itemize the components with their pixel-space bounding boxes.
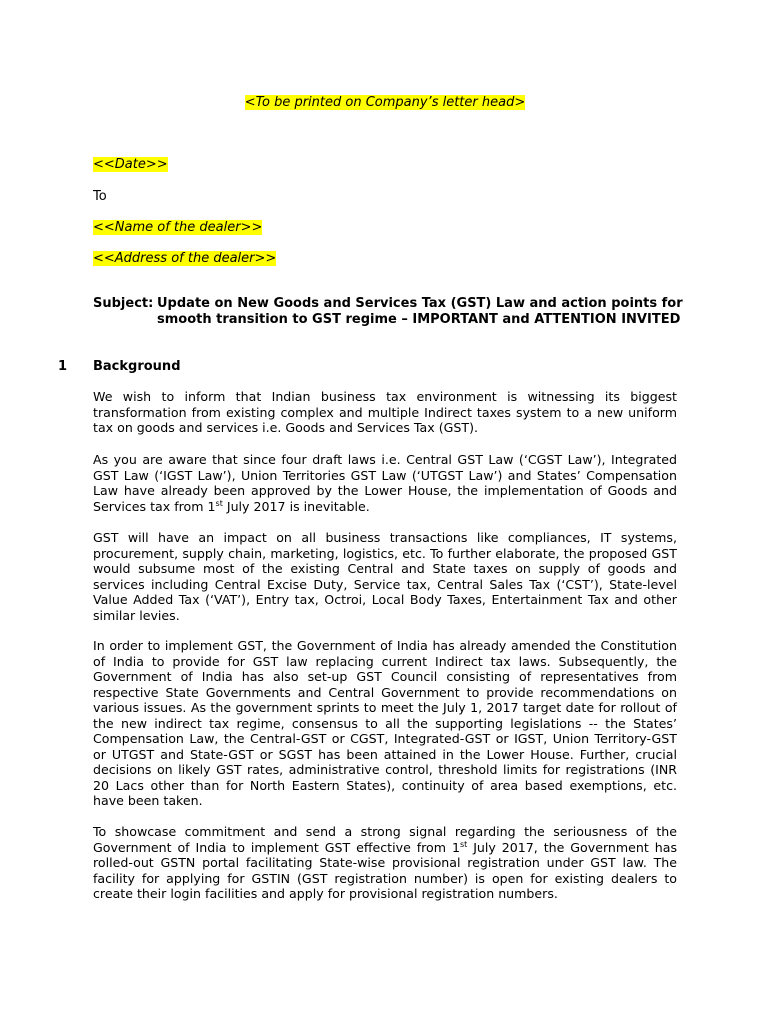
section-title: Background (93, 359, 181, 374)
paragraph-2-text-b: July 2017 is inevitable. (222, 498, 370, 514)
letterhead-note-text: <To be printed on Company’s letter head> (244, 95, 526, 110)
subject-line-2: smooth transition to GST regime – IMPORTANT and ATTENTION INVITED (157, 312, 681, 327)
to-label: To (93, 189, 107, 204)
paragraph-5 (93, 824, 677, 902)
letterhead-note (0, 94, 770, 111)
paragraph-5-text-b: July 2017, the Government has rolled-out GSTN portal facilitating State-wise provisional registration under GST law. The facility for applying for GSTIN (GST registration number) is open for existing dealers to create their login facilities and apply for provisional registration numbers. (93, 839, 678, 901)
paragraph-2-text-a: As you are aware that since four draft laws i.e. Central GST Law (‘CGST Law’), Integrated GST Law (‘IGST Law’), Union Territories GST Law (‘UTGST Law’) and States’ Compensation Law have already been approved by the Lower House, the implementation of Goods and Services tax from 1 (93, 452, 677, 514)
paragraph-2-sup: st (215, 498, 223, 508)
paragraph-5-text-a: To showcase commitment and send a strong signal regarding the seriousness of the Government of India to implement GST effective from 1 (93, 824, 677, 855)
paragraph-2 (93, 452, 677, 514)
subject-label: Subject: (93, 296, 154, 311)
dealer-name-placeholder: <<Name of the dealer>> (93, 220, 263, 235)
dealer-address-line (93, 250, 276, 267)
paragraph-5-sup: st (459, 839, 468, 849)
paragraph-3: GST will have an impact on all business transactions like compliances, IT systems, procurement, supply chain, marketing, logistics, etc. To further elaborate, the proposed GST would subsume most of the existing Central and State taxes on supply of goods and services including Central Excise Duty, Service tax, Central Sales Tax (‘CST’), State-level Value Added Tax (‘VAT’), Entry tax, Octroi, Local Body Taxes, Entertainment Tax and other similar levies. (93, 530, 677, 623)
date-placeholder: <<Date>> (93, 157, 168, 172)
section-number: 1 (58, 359, 68, 374)
paragraph-4: In order to implement GST, the Government of India has already amended the Constitution of India to provide for GST law replacing current Indirect tax laws. Subsequently, the Government of India has also set-up GST Council consisting of representatives from respective State Governments and Central Government to provide recommendations on various issues. As the government sprints to meet the July 1, 2017 target date for rollout of the new indirect tax regime, consensus to all the supporting legislations -- the States’ Compensation Law, the Central-GST or CGST, Integrated-GST or IGST, Union Territory-GST or UTGST and State-GST or SGST has been attained in the Lower House. Further, crucial decisions on likely GST rates, administrative control, threshold limits for registrations (INR 20 Lacs other than for North Eastern States), continuity of area based exemptions, etc. have been taken. (93, 638, 677, 808)
dealer-address-placeholder: <<Address of the dealer>> (93, 251, 277, 266)
subject-line-1: Update on New Goods and Services Tax (GST) Law and action points for (157, 296, 683, 311)
date-line (93, 156, 168, 173)
section-heading (58, 358, 181, 375)
dealer-name-line (93, 219, 262, 236)
paragraph-1: We wish to inform that Indian business tax environment is witnessing its biggest transformation from existing complex and multiple Indirect taxes system to a new uniform tax on goods and services i.e. Goods and Services Tax (GST). (93, 389, 677, 435)
subject-block (93, 296, 693, 328)
